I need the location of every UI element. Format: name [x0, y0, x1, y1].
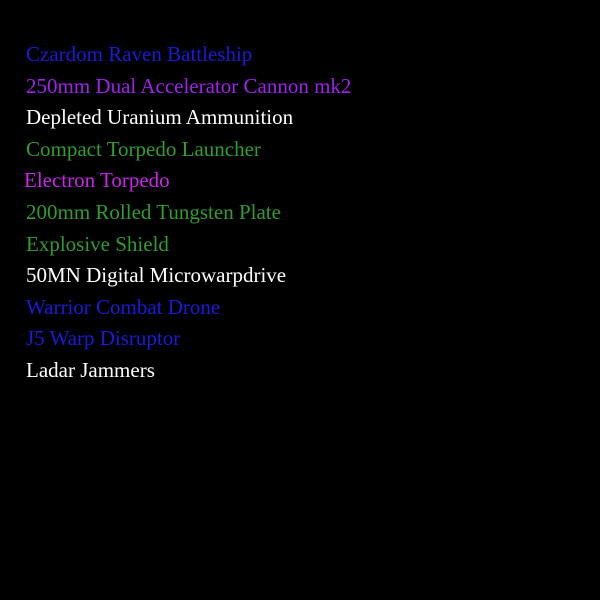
list-item: 200mm Rolled Tungsten Plate — [26, 199, 281, 224]
list-item: J5 Warp Disruptor — [26, 326, 181, 351]
list-item: Ladar Jammers — [26, 357, 155, 382]
ship-name: Czardom Raven Battleship — [26, 42, 253, 66]
list-item: 250mm Dual Accelerator Cannon mk2 — [26, 73, 352, 98]
list-item: Electron Torpedo — [24, 168, 170, 193]
list-item: Depleted Uranium Ammunition — [26, 105, 294, 130]
fitting-item-list — [0, 39, 600, 387]
list-item: Warrior Combat Drone — [26, 294, 221, 319]
list-item: Explosive Shield — [26, 231, 169, 256]
list-item: Compact Torpedo Launcher — [26, 136, 261, 161]
list-item: 50MN Digital Microwarpdrive — [26, 263, 287, 288]
